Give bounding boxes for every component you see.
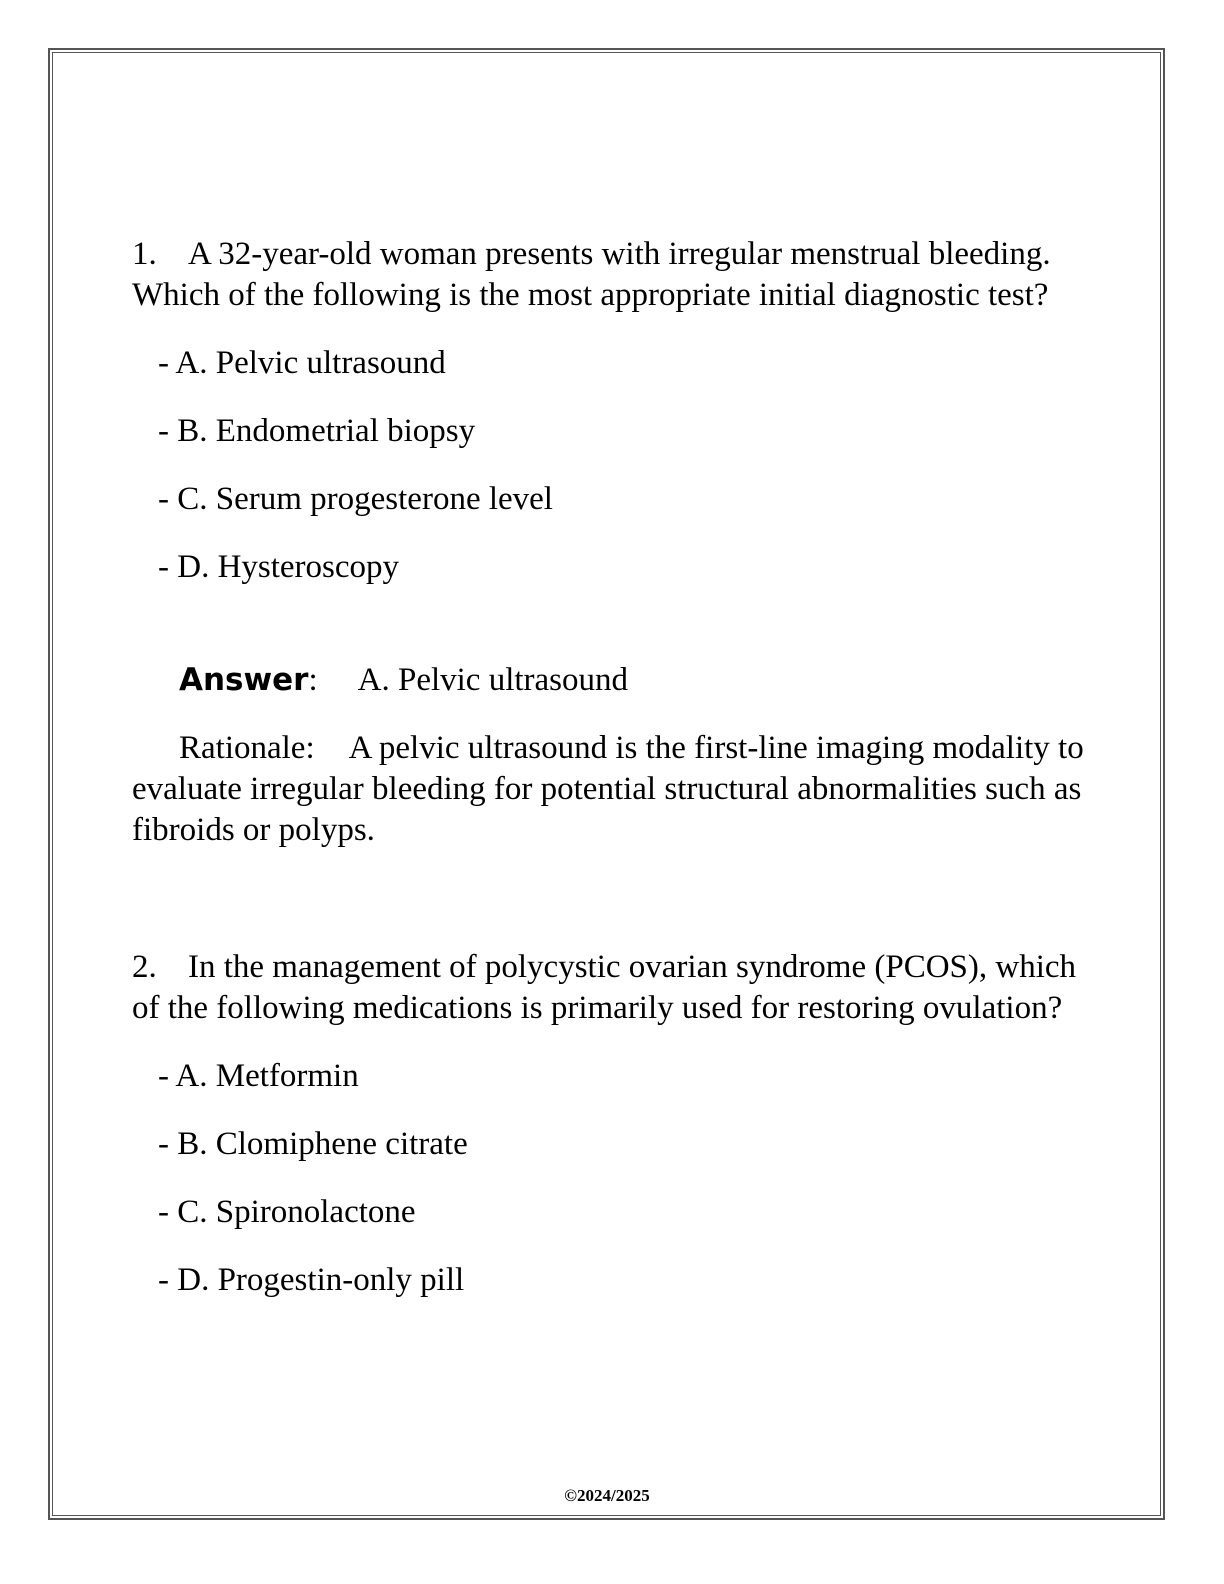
question-1-option-c: - C. Serum progesterone level <box>158 481 553 517</box>
copyright-footer: ©2024/2025 <box>564 1486 650 1505</box>
question-1-options <box>132 343 1092 588</box>
question-1-text: A 32-year-old woman presents with irregular menstrual bleeding. Which of the following is the most appropriate initial diagnostic test? <box>132 236 1051 313</box>
question-1-answer <box>179 660 1092 701</box>
question-2-option-a: - A. Metformin <box>158 1058 359 1094</box>
question-2-options <box>132 1056 1092 1301</box>
question-2-option-b: - B. Clomiphene citrate <box>158 1126 468 1162</box>
question-2-option-d: - D. Progestin-only pill <box>158 1262 465 1298</box>
question-1 <box>132 234 1092 851</box>
answer-text: A. Pelvic ultrasound <box>357 662 629 698</box>
question-2-number: 2. <box>132 949 157 985</box>
rationale-text: A pelvic ultrasound is the first-line imaging modality to evaluate irregular bleeding for potential structural abnormalities such as fibroids or polyps. <box>132 730 1084 848</box>
answer-label: Answer <box>179 662 309 698</box>
question-2-stem <box>132 947 1092 1029</box>
question-1-option-a: - A. Pelvic ultrasound <box>158 345 446 381</box>
question-2-option-c: - C. Spironolactone <box>158 1194 416 1230</box>
question-1-stem <box>132 234 1092 316</box>
rationale-label: Rationale: <box>179 730 315 766</box>
question-1-rationale <box>132 728 1092 851</box>
question-1-option-b: - B. Endometrial biopsy <box>158 413 476 449</box>
document-content <box>132 234 1092 1328</box>
question-1-option-d: - D. Hysteroscopy <box>158 549 400 585</box>
answer-colon: : <box>308 662 318 698</box>
question-1-number: 1. <box>132 236 157 272</box>
question-2-text: In the management of polycystic ovarian syndrome (PCOS), which of the following medications is primarily used for restoring ovulation? <box>132 949 1077 1026</box>
question-2 <box>132 947 1092 1301</box>
